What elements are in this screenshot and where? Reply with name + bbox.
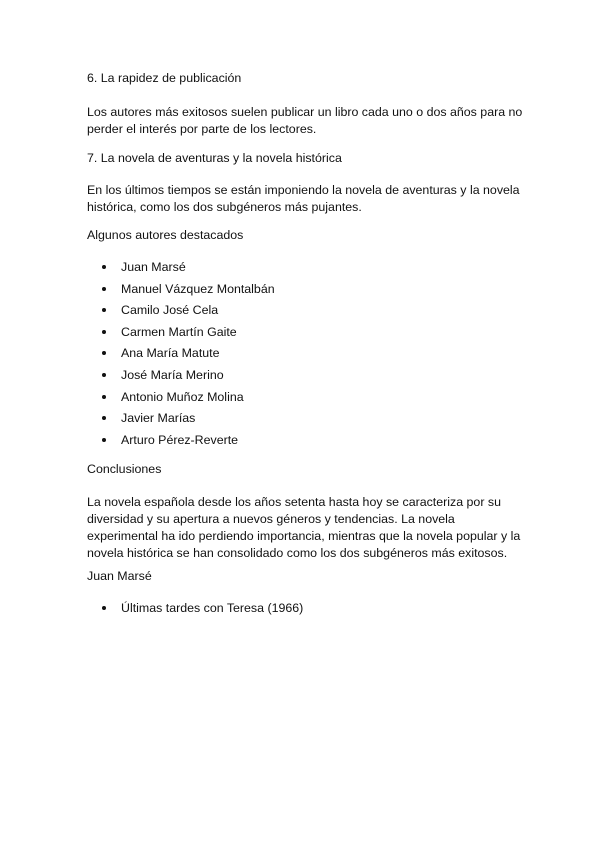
list-item xyxy=(87,345,275,367)
author-name: Antonio Muñoz Molina xyxy=(121,389,244,404)
author-name: Ana María Matute xyxy=(121,346,220,361)
bullet-icon xyxy=(102,606,106,610)
paragraph-line: En los últimos tiempos se están imponiendo la novela de aventuras y la novela xyxy=(87,183,520,197)
author-name: José María Merino xyxy=(121,367,224,382)
author-name: Javier Marías xyxy=(121,411,196,426)
list-item xyxy=(87,410,275,432)
paragraph-line: La novela española desde los años setenta hasta hoy se caracteriza por su xyxy=(87,495,501,509)
list-item xyxy=(87,600,303,622)
marse-works-list xyxy=(87,600,303,622)
bullet-icon xyxy=(102,395,106,399)
list-item xyxy=(87,432,275,454)
author-name: Manuel Vázquez Montalbán xyxy=(121,281,275,296)
paragraph-line: Los autores más exitosos suelen publicar un libro cada uno o dos años para no xyxy=(87,105,523,119)
list-item xyxy=(87,302,275,324)
author-name: Arturo Pérez-Reverte xyxy=(121,432,239,447)
author-name: Camilo José Cela xyxy=(121,303,219,318)
work-title: Últimas tardes con Teresa (1966) xyxy=(121,601,304,615)
list-item xyxy=(87,324,275,346)
author-name: Juan Marsé xyxy=(121,260,186,274)
paragraph-line: histórica, como los dos subgéneros más pujantes. xyxy=(87,200,362,214)
bullet-icon xyxy=(102,330,106,334)
bullet-icon xyxy=(102,265,106,269)
list-item xyxy=(87,389,275,411)
list-item xyxy=(87,259,275,281)
paragraph-line: novela histórica se han consolidado como los dos subgéneros más exitosos. xyxy=(87,546,508,560)
list-item xyxy=(87,281,275,303)
bullet-icon xyxy=(102,287,106,291)
conclusions-heading: Conclusiones xyxy=(87,462,162,476)
section-6-paragraph xyxy=(87,104,527,138)
authors-heading: Algunos autores destacados xyxy=(87,228,244,242)
section-7-heading: 7. La novela de aventuras y la novela histórica xyxy=(87,151,342,165)
paragraph-line: experimental ha ido perdiendo importancia, mientras que la novela popular y la xyxy=(87,529,521,543)
section-7-paragraph xyxy=(87,182,527,216)
paragraph-line: diversidad y su apertura a nuevos géneros y tendencias. La novela xyxy=(87,512,455,526)
list-item xyxy=(87,367,275,389)
juan-marse-heading: Juan Marsé xyxy=(87,569,152,583)
bullet-icon xyxy=(102,373,106,377)
bullet-icon xyxy=(102,308,106,312)
author-name: Carmen Martín Gaite xyxy=(121,324,237,339)
section-6-heading: 6. La rapidez de publicación xyxy=(87,71,242,85)
bullet-icon xyxy=(102,416,106,420)
bullet-icon xyxy=(102,438,106,442)
authors-list xyxy=(87,259,275,453)
bullet-icon xyxy=(102,351,106,355)
paragraph-line: perder el interés por parte de los lectores. xyxy=(87,122,317,136)
conclusions-paragraph xyxy=(87,494,527,562)
